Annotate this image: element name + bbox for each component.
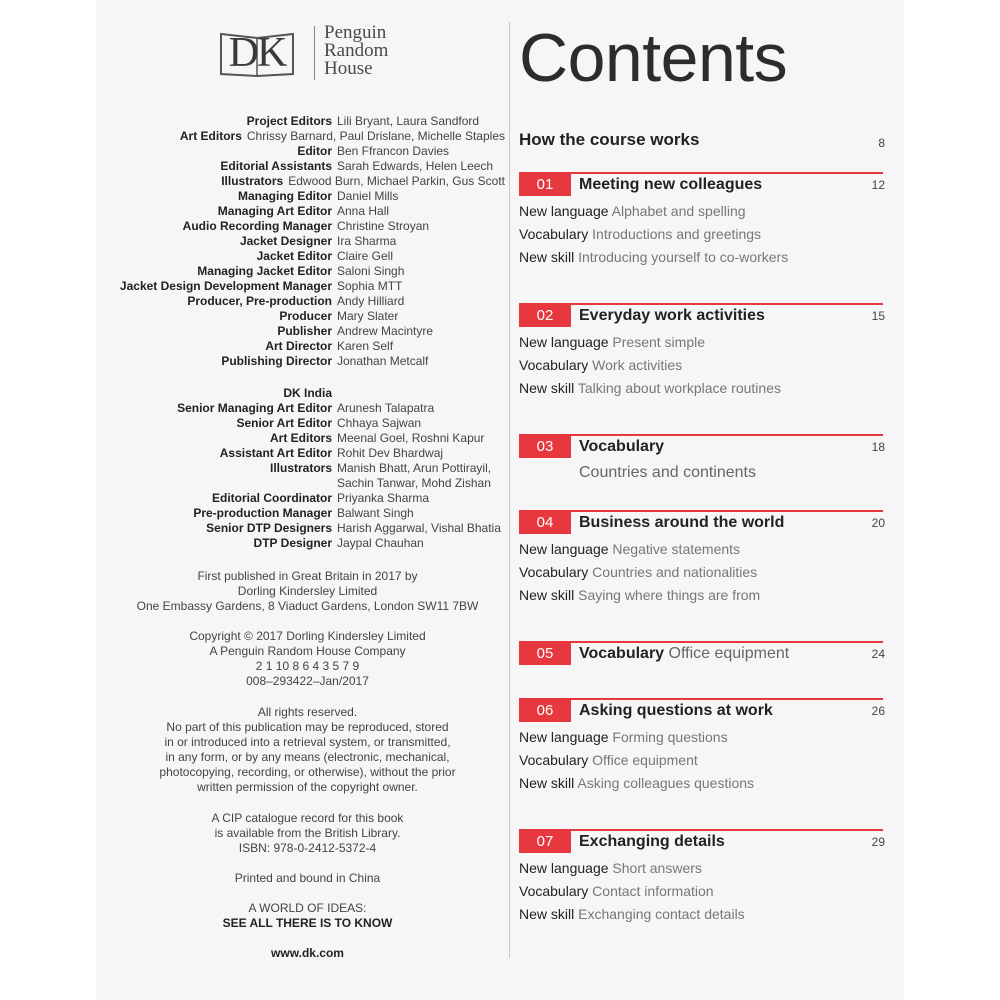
toc-section-01[interactable] — [519, 172, 885, 272]
item-value: Office equipment — [592, 752, 698, 768]
credit-row — [110, 114, 505, 129]
section-page-number: 18 — [871, 440, 885, 454]
section-page-number: 20 — [871, 516, 885, 530]
credit-name: Andy Hilliard — [337, 294, 405, 308]
credit-role: Art Director — [265, 339, 332, 353]
item-key: New skill — [519, 906, 575, 922]
credit-name: Jonathan Metcalf — [337, 354, 429, 368]
contents-title: Contents — [519, 20, 788, 96]
item-value: Countries and nationalities — [592, 564, 758, 580]
item-value: Alphabet and spelling — [611, 203, 746, 219]
toc-how-page: 8 — [878, 136, 885, 150]
section-item — [519, 860, 702, 876]
credit-row — [110, 189, 505, 204]
item-value: Contact information — [592, 883, 714, 899]
section-item — [519, 541, 740, 557]
section-item — [519, 775, 754, 791]
cip-info: A CIP catalogue record for this book is available from the British Library. ISBN: 978-0-2412-5372-4 — [211, 811, 404, 855]
section-item — [519, 587, 760, 603]
credit-row — [110, 129, 505, 144]
column-divider — [509, 22, 510, 958]
credit-name: Lili Bryant, Laura Sandford — [337, 114, 480, 128]
credit-role: Illustrators — [221, 174, 284, 188]
credits-india-list — [110, 401, 505, 551]
item-key: New skill — [519, 380, 575, 396]
credit-name: Ira Sharma — [337, 234, 397, 248]
item-value: Present simple — [612, 334, 705, 350]
credit-role: Senior Managing Art Editor — [177, 401, 332, 415]
credit-name: Meenal Goel, Roshni Kapur — [337, 431, 485, 445]
website-link[interactable]: www.dk.com — [271, 946, 344, 960]
section-title: Exchanging details — [579, 833, 725, 850]
credit-name: Claire Gell — [337, 249, 394, 263]
section-item — [519, 906, 745, 922]
item-value: Introducing yourself to co-workers — [578, 249, 789, 265]
item-key: Vocabulary — [519, 226, 589, 242]
item-value: Negative statements — [612, 541, 741, 557]
section-rule — [519, 434, 883, 436]
credit-role: Managing Art Editor — [217, 204, 332, 218]
credit-row — [110, 461, 505, 476]
published-info: First published in Great Britain in 2017 by Dorling Kindersley Limited One Embassy Gardens, 8 Viaduct Gardens, London SW11 7BW — [136, 569, 479, 613]
credit-row — [110, 249, 505, 264]
credit-role: Project Editors — [246, 114, 332, 128]
credit-row — [110, 159, 505, 174]
item-key: New skill — [519, 775, 575, 791]
credit-row — [110, 521, 505, 536]
section-number-badge: 05 — [519, 643, 571, 665]
item-key: New language — [519, 729, 609, 745]
credit-name: Harish Aggarwal, Vishal Bhatia — [337, 521, 501, 535]
credit-role: Managing Editor — [238, 189, 332, 203]
section-item — [519, 729, 728, 745]
credit-row — [110, 324, 505, 339]
item-key: New language — [519, 203, 609, 219]
item-value: Forming questions — [612, 729, 728, 745]
credits-list — [110, 114, 505, 369]
section-item — [519, 249, 788, 265]
rights-info: All rights reserved. No part of this publication may be reproduced, stored in or introduced into a retrieval system, or transmitted, in any form, or by any means (electronic, mechanical, photocopying, recording, or otherwise), without the prior written permission of the copyright owner. — [159, 705, 456, 794]
credit-name: Daniel Mills — [337, 189, 399, 203]
credit-name: Balwant Singh — [337, 506, 414, 520]
credit-name: Sachin Tanwar, Mohd Zishan — [337, 476, 491, 490]
item-key: New skill — [519, 587, 575, 603]
credit-role: Editorial Assistants — [220, 159, 332, 173]
credit-role: Art Editors — [269, 431, 332, 445]
section-page-number: 29 — [871, 835, 885, 849]
item-value: Work activities — [592, 357, 683, 373]
item-key: New language — [519, 860, 609, 876]
credit-name: Arunesh Talapatra — [337, 401, 435, 415]
credit-row — [110, 204, 505, 219]
section-number-badge: 03 — [519, 436, 571, 458]
credit-role: Producer, Pre-production — [187, 294, 332, 308]
credit-role: Editor — [297, 144, 332, 158]
logo-separator — [314, 26, 315, 80]
credit-row — [110, 506, 505, 521]
credit-role: Senior DTP Designers — [206, 521, 332, 535]
credit-name: Karen Self — [337, 339, 394, 353]
section-title: Business around the world — [579, 514, 785, 531]
credit-role: Publishing Director — [221, 354, 332, 368]
section-page-number: 26 — [871, 704, 885, 718]
credit-name: Manish Bhatt, Arun Pottirayil, — [337, 461, 492, 475]
section-item — [519, 226, 761, 242]
credit-row — [110, 279, 505, 294]
section-page-number: 15 — [871, 309, 885, 323]
credit-role: Jacket Editor — [256, 249, 332, 263]
credit-role: Art Editors — [179, 129, 242, 143]
section-number-badge: 02 — [519, 305, 571, 327]
credit-name: Ben Ffrancon Davies — [337, 144, 450, 158]
item-value: Exchanging contact details — [578, 906, 745, 922]
credit-role: Publisher — [277, 324, 332, 338]
credit-name: Sarah Edwards, Helen Leech — [337, 159, 494, 173]
section-number-badge: 07 — [519, 831, 571, 853]
toc-how-course-works[interactable] — [519, 130, 885, 154]
publisher-logo — [218, 24, 418, 82]
credit-name: Jaypal Chauhan — [337, 536, 424, 550]
section-number-badge: 04 — [519, 512, 571, 534]
item-value: Saying where things are from — [578, 587, 761, 603]
section-item — [519, 752, 698, 768]
credit-row — [110, 401, 505, 416]
item-key: New skill — [519, 249, 575, 265]
credit-row — [110, 476, 505, 491]
credit-row — [110, 234, 505, 249]
credit-row — [110, 174, 505, 189]
credit-row — [110, 354, 505, 369]
item-key: Vocabulary — [519, 752, 589, 768]
section-title-detail: Office equipment — [668, 645, 790, 662]
credit-name: Christine Stroyan — [337, 219, 430, 233]
section-title: Meeting new colleagues — [579, 176, 763, 193]
item-value: Short answers — [612, 860, 702, 876]
credit-role: Jacket Designer — [239, 234, 332, 248]
section-item — [519, 564, 757, 580]
credit-role: Pre-production Manager — [193, 506, 332, 520]
section-number-badge: 06 — [519, 700, 571, 722]
item-key: New language — [519, 334, 609, 350]
credit-role: Managing Jacket Editor — [197, 264, 332, 278]
credit-name: Anna Hall — [337, 204, 390, 218]
credit-name: Edwood Burn, Michael Parkin, Gus Scott — [288, 174, 505, 188]
printed-info: Printed and bound in China — [234, 871, 381, 885]
credit-role — [110, 476, 337, 491]
credit-row — [110, 416, 505, 431]
item-key: Vocabulary — [519, 357, 589, 373]
section-item — [519, 334, 705, 350]
section-title: Vocabulary — [579, 438, 665, 455]
credit-row — [110, 431, 505, 446]
credit-name: Mary Slater — [337, 309, 399, 323]
world-tagline: A WORLD OF IDEAS: SEE ALL THERE IS TO KNOW — [222, 901, 393, 930]
section-item — [519, 380, 781, 396]
section-page-number: 12 — [871, 178, 885, 192]
credit-row — [110, 264, 505, 279]
item-key: Vocabulary — [519, 564, 589, 580]
section-subtitle: Countries and continents — [579, 464, 756, 481]
section-title: Asking questions at work — [579, 702, 773, 719]
item-key: New language — [519, 541, 609, 557]
section-number-badge: 01 — [519, 174, 571, 196]
item-key: Vocabulary — [519, 883, 589, 899]
section-item — [519, 203, 746, 219]
toc-section-02[interactable] — [519, 303, 885, 403]
credit-name: Andrew Macintyre — [337, 324, 434, 338]
toc-section-04[interactable] — [519, 510, 885, 610]
dk-india-heading-row — [110, 386, 505, 401]
credit-role: Illustrators — [269, 461, 332, 475]
credit-row — [110, 339, 505, 354]
credit-name: Priyanka Sharma — [337, 491, 430, 505]
dk-logo-text: DK — [228, 30, 286, 76]
credit-role: Senior Art Editor — [236, 416, 332, 430]
credit-name: Rohit Dev Bhardwaj — [337, 446, 444, 460]
credit-row — [110, 219, 505, 234]
item-value: Introductions and greetings — [592, 226, 762, 242]
credit-name: Chrissy Barnard, Paul Drislane, Michelle Staples — [246, 129, 505, 143]
copyright-info: Copyright © 2017 Dorling Kindersley Limited A Penguin Random House Company 2 1 10 8 6 4 3 5 7 9 008–293422–Jan/2017 — [189, 629, 426, 688]
credit-name: Chhaya Sajwan — [337, 416, 422, 430]
credit-role: DTP Designer — [253, 536, 332, 550]
credit-role: Editorial Coordinator — [212, 491, 332, 505]
credit-name: Saloni Singh — [337, 264, 405, 278]
item-value: Asking colleagues questions — [577, 775, 755, 791]
credit-role: Assistant Art Editor — [219, 446, 332, 460]
credit-name: Sophia MTT — [337, 279, 403, 293]
credit-row — [110, 446, 505, 461]
dk-india-heading: DK India — [283, 386, 332, 400]
dk-book-icon — [218, 28, 296, 78]
credit-row — [110, 536, 505, 551]
credit-row — [110, 491, 505, 506]
section-item — [519, 883, 714, 899]
credit-row — [110, 309, 505, 324]
credit-row — [110, 144, 505, 159]
section-item — [519, 357, 682, 373]
section-title: Vocabulary Office equipment — [579, 645, 790, 662]
toc-section-07[interactable] — [519, 829, 885, 929]
toc-section-06[interactable] — [519, 698, 885, 798]
section-page-number: 24 — [871, 647, 885, 661]
item-value: Talking about workplace routines — [577, 380, 781, 396]
section-title: Everyday work activities — [579, 307, 765, 324]
credit-role: Producer — [279, 309, 332, 323]
imprint-column — [110, 0, 505, 1000]
toc-how-label: How the course works — [519, 130, 700, 149]
credit-role: Jacket Design Development Manager — [119, 279, 332, 293]
credit-row — [110, 294, 505, 309]
credit-role: Audio Recording Manager — [182, 219, 332, 233]
prh-logo-text: Penguin Random House — [324, 22, 389, 79]
